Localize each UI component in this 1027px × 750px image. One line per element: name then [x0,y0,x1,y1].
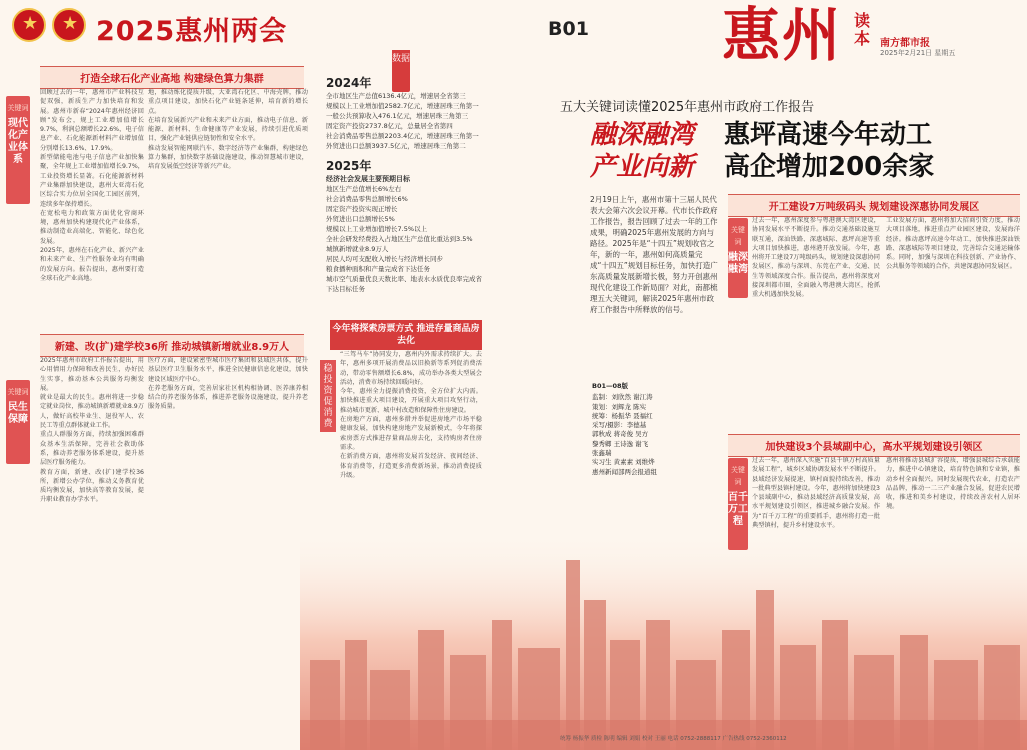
credit-line: 策划：刘辉龙 陈实 [592,402,647,411]
credit-line: 统筹：杨振华 聂福红 [592,411,653,420]
page-header [0,0,1027,69]
paragraph: 在房地产方面，惠州多措并举促进房地产市场平稳健康发展，加快构建房地产发展新模式，今年将探索房票方式推进存量商品房去化，支持购房者住房需求。 [340,416,482,451]
article-column: 过去一年，惠州深入实施“百县千镇万村高质量发展工程”，城乡区域协调发展水平不断提升。县域经济发展提速，镇村面貌持续改善，推动一批典型县镇村建设。今年，惠州将加快建设3个县域副中心，推动县域经济高质量发展，高水平规划建设引领区，推进城乡融合发展。作为“百千万工程”的重要抓手，惠州将打造一批典型镇村，提升乡村建设水平。 [752,457,880,530]
article-column: 工业发展方面，惠州将加大招商引资力度，推动大项目落地，推进重点产业园区建设，发展海洋经济。推动惠坪高速今年动工，加快推进深汕铁路、深惠城际等项目建设，完善综合交通运输体系。同时，加强与深圳在科技创新、产业协作、公共服务等领域的合作，共建深惠协同发展区。 [886,217,1020,271]
tab-label: 融深融湾 [728,252,748,275]
article-kicker: 五大关键词读懂2025年惠州市政府工作报告 [560,100,815,115]
article-column [40,356,144,636]
tab-label: 现代化产业体系 [8,118,28,165]
section-bay-area [728,194,1020,217]
paragraph: 今年，惠州全力提振消费投资，全方位扩大内需。加快推进重大项目建设，开展重大项目攻坚行动，推动城市更新、城中村改造和保障性住房建设。 [340,388,482,414]
headline-keyword-1: 融深融湾 [590,120,695,150]
credit-line: 监制：刘欣然 谢江涛 [592,393,653,402]
data-item: 社会消费品零售总额2203.4亿元，增速居珠三角第一 [326,132,479,140]
tab-keyword: 关键词 [731,226,745,246]
section-rural [728,434,1020,457]
headline-2: 高企增加200余家 [724,152,935,182]
credit-line: 郭秋成 蒋奇俊 吴方 [592,430,649,439]
data-item: 固定资产投资2737.8亿元，总量居全省第四 [326,122,453,130]
credit-line: 采写/摄影：李德基 [592,421,647,430]
data-item: 规模以上工业增加值增长7.5%以上 [326,225,428,233]
credit-line: 黎秀卿 王诗逸 谢飞 [592,439,649,448]
paragraph: “三驾马车”协同发力，惠州内外需求持续扩大。去年，惠州多项开展消费品以旧换新等系列促消费活动，带动零售额增长6.8%，成功举办各类大型展会活动，消费市场持续回暖向好。 [340,351,482,386]
year-2024-list [326,91,482,151]
section-headline: 新建、改(扩)建学校36所 推动城镇新增就业8.9万人 [40,334,304,357]
tab-keyword: 关键词 [731,466,745,486]
data-item: 全社会研发经费投入占地区生产总值比重达到3.5% [326,235,473,243]
credits-box [592,382,670,477]
issue-date: 2025年2月21日 星期五 [880,49,956,57]
page-footer: 统筹 杨振华 质检 陈明 编辑 刘娟 校对 王丽 电话 0752-2888117 广告热线 0752-2360112 [560,736,787,742]
paragraph: 在宽松电力和政策方面优化营商环境，惠州加快构建现代化产业体系，推动制造业高端化、智能化、绿色化发展。 [40,209,144,245]
year-2025-list [326,184,482,294]
credits-caption: B01—08版 [592,382,629,390]
data-item: 一般公共预算收入476.1亿元，增速居珠三角第三 [326,112,469,120]
credit-line: 惠州新闻部两会报道组 [592,467,657,476]
section-tab-industry [6,96,30,204]
paragraph: 2025年惠州市政府工作报告提出，用心用情用力保障和改善民生，办好民生实事，推动基本公共服务均衡发展。 [40,357,144,392]
paragraph: 新型储能电池与电子信息产业加快集聚，全年规上工业增加值增长9.7%，工业投资增长显著。石化能源新材料产业集群加快建设，惠州大亚湾石化区综合实力位居全国化工园区前列，连续多年保持增长。 [40,154,144,208]
section-livelihood [40,334,304,357]
headline-keyword-2: 产业向新 [590,152,695,182]
section-headline: 今年将探索房票方式 推进存量商品房去化 [330,320,482,350]
paragraph: 推动发展智能网联汽车、数字经济等产业集群，构建绿色算力集群，加快数字基础设施建设，推动智慧城市建设，培育发展低空经济等新兴产业。 [148,144,308,171]
credit-line: 实习生 黄素素 刘维烨 [592,458,655,467]
national-emblem-icon [52,8,86,42]
article-column: 过去一年，惠州深度参与粤港澳大湾区建设，协同发展水平不断提升。推动交通基础设施互联互通，深汕铁路、深惠城际、惠坪高速等重大项目加快推进，惠州港开放发展。今年，惠州将开工建设7万吨级码头，规划建设深惠协同发展区，推动与深圳、东莞在产业、交通、民生等领域深度合作。报告提出，惠州将深度对接深圳都市圈，全面融入粤港澳大湾区，抢抓重大机遇加快发展。 [752,217,880,299]
masthead-logo: 惠州 [722,1,843,69]
year-2025-subtitle: 经济社会发展主要预期目标 [326,175,410,183]
data-box [322,58,482,298]
data-item: 居民人均可支配收入增长与经济增长同步 [326,255,443,263]
section-headline: 开工建设7万吨级码头 规划建设深惠协同发展区 [728,194,1020,217]
paragraph: 2025年，惠州在石化产业、新兴产业和未来产业、生产性服务业均有明确的发展方向。报告提出，惠州要打造全球石化产业高地。 [40,247,144,282]
year-2024-title: 2024年 [326,76,372,90]
data-item: 城市空气质量优良天数比率、地表水水质优良率完成省下达目标任务 [326,275,482,293]
page-number: B01 [548,18,589,40]
tab-label: 百千万工程 [728,492,748,527]
data-item: 外贸进出口总额3937.5亿元，增速居珠三角第二 [326,142,466,150]
paragraph: 回顾过去的一年，惠州市产业科技互促双强，新质生产力加快培育和发展。惠州市新春“2024年惠州经济回顾”发布会，规上工业增加值增长9.7%，利润总额增长22.6%，电子信息产业、石化能源新材料产业增加值分别增长13.6%、17.9%。 [40,89,144,152]
data-item: 全市地区生产总值6136.4亿元，增速居全省第三 [326,92,466,100]
article-column [148,356,308,556]
year-2025-title: 2025年 [326,159,372,173]
tab-label: 民生保障 [8,402,28,425]
brand-name: 南方都市报 [880,38,930,49]
paragraph: 重点人群服务方面，持续加强困难群众基本生活保障，完善社会救助体系，推动养老服务体系建设，提升基层医疗服务能力。 [40,431,144,467]
party-emblem-icon [12,8,46,42]
tab-label: 稳投资促消费 [323,364,333,429]
data-tag: 数据 [392,50,410,92]
section-tab-consumption [320,360,336,432]
page-title: 2025惠州两会 [96,16,288,47]
paragraph: 地，推动炼化提质升级，大亚湾石化区、中海壳牌，推动重点项目建设，加快石化产业链条延伸，培育新的增长点。 [148,89,308,115]
tab-keyword: 关键词 [7,388,29,396]
paragraph: 在养老服务方面，完善居家社区机构相协调、医养康养相结合的养老服务体系，推进养老服务设施建设，提升养老服务质量。 [148,384,308,411]
data-item: 固定资产投资实现正增长 [326,205,398,213]
data-item: 地区生产总值增长6%左右 [326,185,402,193]
section-tab-rural [728,458,748,550]
data-item: 城镇新增就业8.9万人 [326,245,389,253]
paragraph: 在培育发展新兴产业和未来产业方面，推动电子信息、新能源、新材料、生命健康等产业发展，持续引进优质项目，强化产业链供应链韧性和安全水平。 [148,116,308,143]
paragraph: 教育方面，新建、改(扩)建学校36所，新增公办学位，推动义务教育优质均衡发展，加快高等教育发展，提升职业教育办学水平。 [40,468,144,504]
section-industry [40,66,304,89]
paragraph: 就业是最大的民生。惠州将进一步稳定就业岗位，推动城镇新增就业8.9万人，做好高校毕业生、退役军人、农民工等重点群体就业工作。 [40,394,144,430]
credits-list [592,393,670,477]
section-headline: 打造全球石化产业高地 构建绿色算力集群 [40,66,304,89]
article-column [40,88,144,326]
article-column [148,88,308,326]
data-item: 外贸进出口总额增长5% [326,215,395,223]
credit-line: 张鑫瑞 [592,449,612,458]
masthead-side: 读本 [854,11,871,48]
data-item: 社会消费品零售总额增长6% [326,195,408,203]
tab-keyword: 关键词 [7,104,29,112]
data-item: 粮食播种面积和产量完成省下达任务 [326,265,430,273]
paragraph: 医疗方面，建设紧密型城市医疗集团和县域医共体，提升基层医疗卫生服务水平，推进全民健康信息化建设，加快建设区域医疗中心。 [148,357,308,383]
section-tab-bay-area [728,218,748,298]
paragraph: 在新消费方面，惠州将发展首发经济、夜间经济、体育消费等，打造更多消费新场景，推动消费提质升级。 [340,453,482,479]
article-column: 惠州将推动县城扩容提质，增强县城综合承载能力，推进中心镇建设，培育特色镇和专业镇，推动乡村全面振兴。同时发展现代农业，打造农产品品牌，推动一二三产业融合发展，促进农民增收，推进和美乡村建设，持续改善农村人居环境。 [886,457,1020,511]
section-headline: 加快建设3个县域副中心，高水平规划建设引领区 [728,434,1020,457]
data-item: 规模以上工业增加值2582.7亿元，增速居珠三角第一 [326,102,479,110]
section-tab-livelihood [6,380,30,464]
headline-1: 惠坪高速今年动工 [724,120,933,150]
article-intro: 2月19日上午，惠州市第十三届人民代表大会第六次会议开幕。代市长作政府工作报告，报告回顾了过去一年的工作成果，明确2025年惠州发展的方向与路径。2025年是“十四五”规划收官之年，新的一年，惠州如何高质量完成“十四五”规划目标任务，加快打造广东高质量发展新增长极，努力开创惠州现代化建设工作新局面？对此，南都梳理五大关键词，解读2025年惠州市政府工作报告中所释放的信号。 [590,195,718,314]
